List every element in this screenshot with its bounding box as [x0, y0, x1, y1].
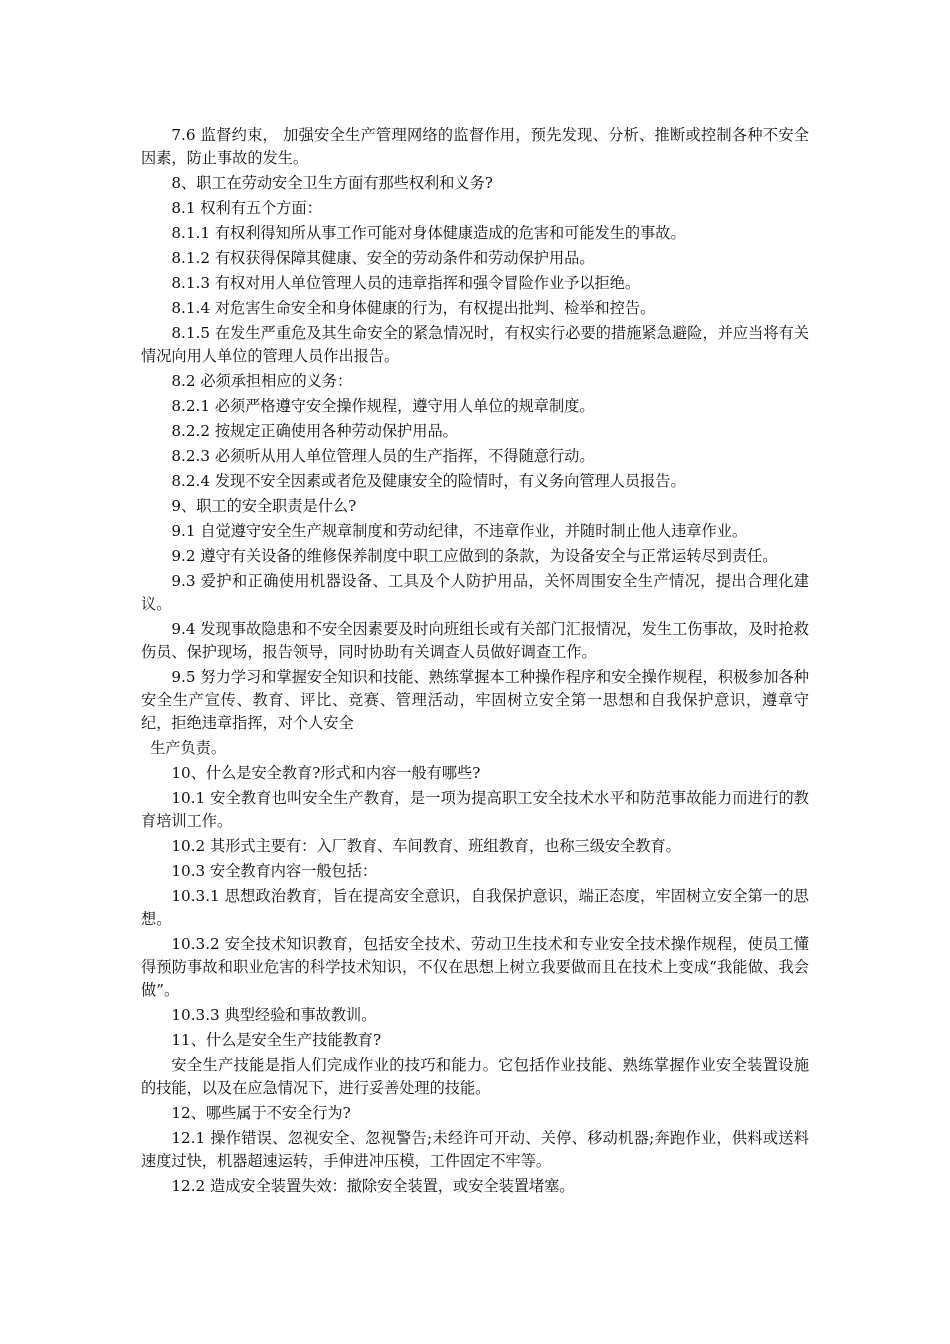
heading-question-10: 10、什么是安全教育?形式和内容一般有哪些? — [171, 764, 481, 782]
heading-question-12: 12、哪些属于不安全行为? — [171, 1104, 351, 1122]
paragraph-8-2-2: 8.2.2 按规定正确使用各种劳动保护用品。 — [171, 422, 458, 440]
paragraph-8-2-1: 8.2.1 必须严格遵守安全操作规程，遵守用人单位的规章制度。 — [171, 397, 595, 415]
paragraph-8-1-5: 8.1.5 在发生严重危及其生命安全的紧急情况时，有权实行必要的措施紧急避险，并应当将有关情况向用人单位的管理人员作出报告。 — [141, 324, 809, 365]
paragraph-11-answer: 安全生产技能是指人们完成作业的技巧和能力。它包括作业技能、熟练掌握作业安全装置设施的技能，以及在应急情况下，进行妥善处理的技能。 — [141, 1056, 809, 1097]
paragraph-9-3: 9.3 爱护和正确使用机器设备、工具及个人防护用品，关怀周围安全生产情况，提出合理化建议。 — [141, 572, 809, 613]
paragraph-9-2: 9.2 遵守有关设备的维修保养制度中职工应做到的条款，为设备安全与正常运转尽到责任。 — [171, 547, 778, 565]
paragraph-10-1: 10.1 安全教育也叫安全生产教育，是一项为提高职工安全技术水平和防范事故能力而进行的教育培训工作。 — [141, 789, 809, 830]
paragraph-8-1-2: 8.1.2 有权获得保障其健康、安全的劳动条件和劳动保护用品。 — [171, 249, 595, 267]
paragraph-8-2-4: 8.2.4 发现不安全因素或者危及健康安全的险情时，有义务向管理人员报告。 — [171, 472, 686, 490]
paragraph-10-3-1: 10.3.1 思想政治教育，旨在提高安全意识，自我保护意识，端正态度，牢固树立安全第一的思想。 — [141, 887, 809, 928]
paragraph-12-1: 12.1 操作错误、忽视安全、忽视警告;未经许可开动、关停、移动机器;奔跑作业，供料或送料速度过快，机器超速运转，手伸进冲压模，工件固定不牢等。 — [141, 1129, 809, 1170]
paragraph-8-1-3: 8.1.3 有权对用人单位管理人员的违章指挥和强令冒险作业予以拒绝。 — [171, 274, 641, 292]
paragraph-10-2: 10.2 其形式主要有：入厂教育、车间教育、班组教育，也称三级安全教育。 — [171, 837, 681, 855]
paragraph-10-3-2: 10.3.2 安全技术知识教育，包括安全技术、劳动卫生技术和专业安全技术操作规程，使员工懂得预防事故和职业危害的科学技术知识，不仅在思想上树立我要做而且在技术上变成“我能做、我会做”。 — [141, 935, 809, 999]
paragraph-8-2-3: 8.2.3 必须听从用人单位管理人员的生产指挥，不得随意行动。 — [171, 447, 595, 465]
paragraph-7-6: 7.6 监督约束， 加强安全生产管理网络的监督作用，预先发现、分析、推断或控制各种不安全因素，防止事故的发生。 — [141, 126, 809, 167]
paragraph-8-2: 8.2 必须承担相应的义务： — [171, 372, 353, 390]
paragraph-9-5-continued: 生产负责。 — [150, 739, 227, 757]
paragraph-10-3: 10.3 安全教育内容一般包括： — [171, 862, 378, 880]
heading-question-9: 9、职工的安全职责是什么? — [171, 497, 357, 515]
paragraph-12-2: 12.2 造成安全装置失效：撤除安全装置，或安全装置堵塞。 — [171, 1177, 575, 1195]
heading-question-11: 11、什么是安全生产技能教育? — [171, 1031, 382, 1049]
paragraph-8-1: 8.1 权利有五个方面： — [171, 199, 322, 217]
document-body — [141, 124, 809, 1200]
paragraph-9-4: 9.4 发现事故隐患和不安全因素要及时向班组长或有关部门汇报情况，发生工伤事故，及时抢救伤员、保护现场，报告领导，同时协助有关调查人员做好调查工作。 — [141, 620, 809, 661]
paragraph-8-1-1: 8.1.1 有权利得知所从事工作可能对身体健康造成的危害和可能发生的事故。 — [171, 224, 686, 242]
paragraph-10-3-3: 10.3.3 典型经验和事故教训。 — [171, 1006, 377, 1024]
paragraph-9-1: 9.1 自觉遵守安全生产规章制度和劳动纪律，不违章作业，并随时制止他人违章作业。 — [171, 522, 748, 540]
paragraph-8-1-4: 8.1.4 对危害生命安全和身体健康的行为，有权提出批判、检举和控告。 — [171, 299, 656, 317]
paragraph-9-5: 9.5 努力学习和掌握安全知识和技能、熟练掌握本工种操作程序和安全操作规程，积极参加各种安全生产宣传、教育、评比、竞赛、管理活动，牢固树立安全第一思想和自我保护意识，遵章守纪，拒绝违章指挥，对个人安全 — [141, 668, 809, 732]
heading-question-8: 8、职工在劳动安全卫生方面有那些权利和义务? — [171, 174, 493, 192]
